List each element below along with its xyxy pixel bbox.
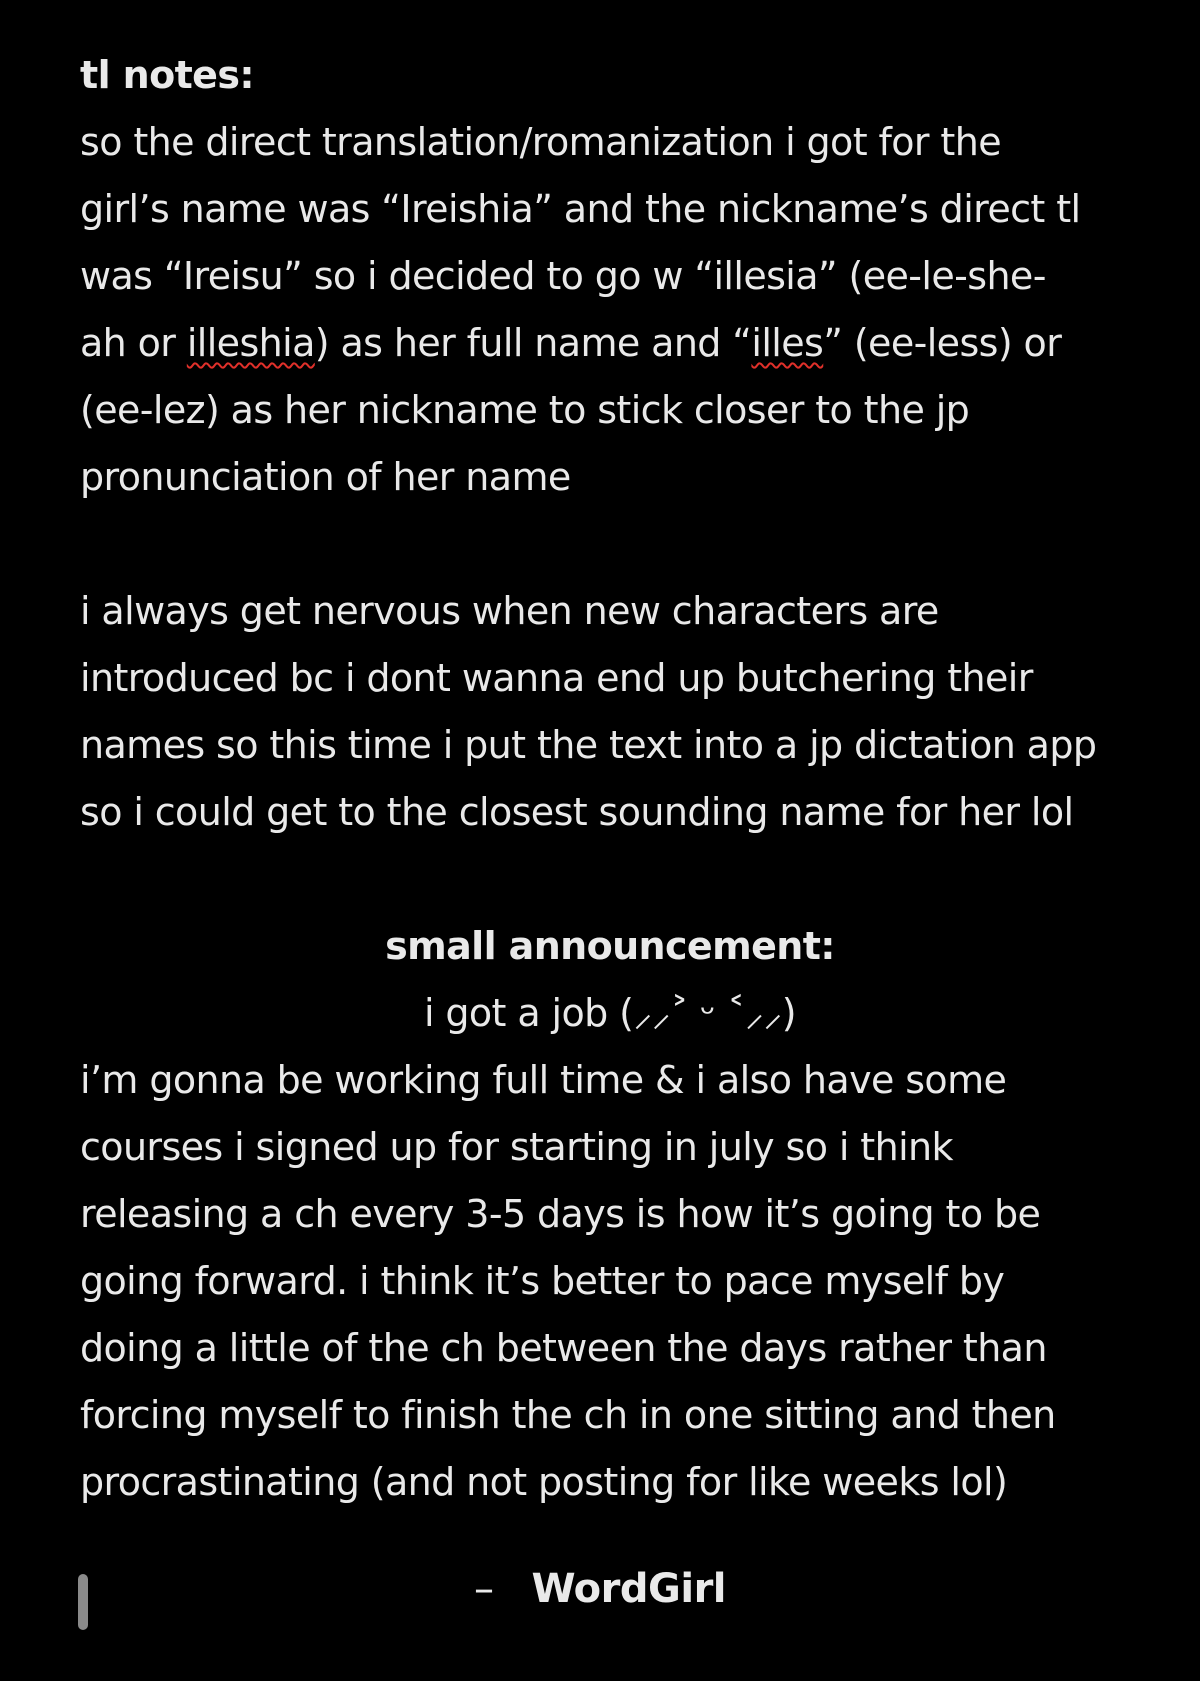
text-fragment: ah or xyxy=(80,321,187,365)
text-line: pronunciation of her name xyxy=(80,455,571,499)
text-fragment: ” (ee-less) or xyxy=(823,321,1062,365)
announcement-line: i got a job (⸝⸝˃ ᵕ ˂⸝⸝) xyxy=(423,991,797,1035)
tl-notes-heading: tl notes: xyxy=(80,53,254,97)
signature-name: WordGirl xyxy=(531,1566,726,1612)
text-line: procrastinating (and not posting for like weeks lol) xyxy=(80,1460,1008,1504)
text-line: doing a little of the ch between the days rather than xyxy=(80,1326,1047,1370)
note-text-body[interactable] xyxy=(80,42,1140,1516)
text-fragment: ) as her full name and “ xyxy=(314,321,752,365)
spellcheck-flagged-word[interactable]: illes xyxy=(751,321,824,365)
signature-dash: – xyxy=(473,1566,494,1612)
text-line: going forward. i think it’s better to pace myself by xyxy=(80,1259,1005,1303)
text-line xyxy=(80,310,1140,377)
blank-line xyxy=(80,846,1140,913)
spellcheck-flagged-word[interactable]: illeshia xyxy=(186,321,315,365)
blank-line xyxy=(80,511,1140,578)
text-line: releasing a ch every 3-5 days is how it’s going to be xyxy=(80,1192,1041,1236)
signature-line xyxy=(0,1566,1200,1612)
text-line: (ee-lez) as her nickname to stick closer to the jp xyxy=(80,388,970,432)
text-line: courses i signed up for starting in july so i think xyxy=(80,1125,953,1169)
text-line: names so this time i put the text into a jp dictation app xyxy=(80,723,1097,767)
text-line: i always get nervous when new characters are xyxy=(80,589,939,633)
text-line: so i could get to the closest sounding name for her lol xyxy=(80,790,1074,834)
text-line: so the direct translation/romanization i got for the xyxy=(80,120,1001,164)
announcement-heading: small announcement: xyxy=(385,924,835,968)
text-line: introduced bc i dont wanna end up butchering their xyxy=(80,656,1033,700)
text-line: forcing myself to finish the ch in one sitting and then xyxy=(80,1393,1056,1437)
text-line: i’m gonna be working full time & i also have some xyxy=(80,1058,1007,1102)
text-line: was “Ireisu” so i decided to go w “illesia” (ee-le-she- xyxy=(80,254,1046,298)
text-line: girl’s name was “Ireishia” and the nickname’s direct tl xyxy=(80,187,1081,231)
